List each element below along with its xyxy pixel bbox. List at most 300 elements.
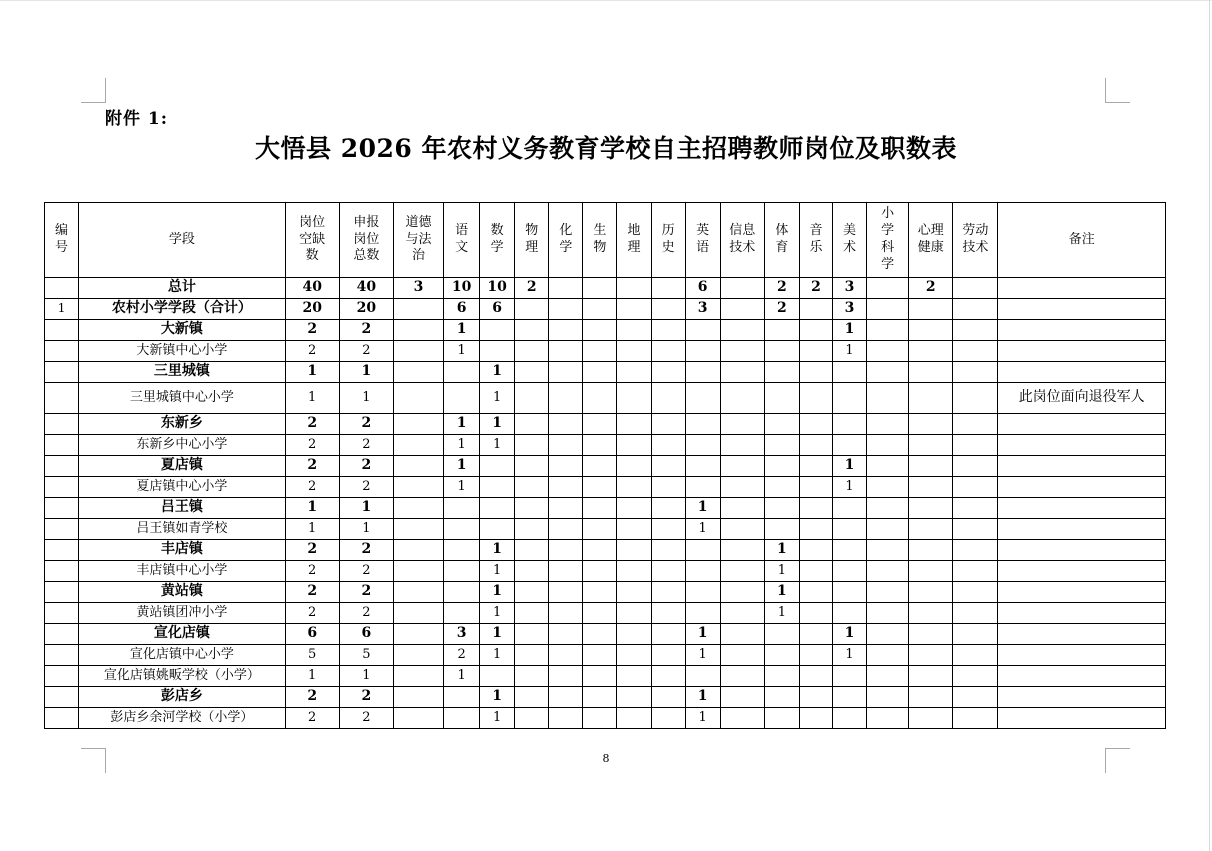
cell-pe: 2 [764, 299, 799, 320]
cell-math: 1 [480, 708, 515, 729]
cell-no [45, 603, 79, 624]
header-math: 数学 [480, 203, 515, 278]
cell-english [685, 582, 720, 603]
cell-labor [953, 561, 998, 582]
cell-biology [583, 362, 617, 383]
cell-science [867, 561, 909, 582]
cell-art: 1 [832, 320, 866, 341]
table-header-row [45, 203, 1166, 278]
cell-remark [998, 645, 1166, 666]
header-moral: 道德与法治 [393, 203, 443, 278]
cell-total: 2 [339, 708, 393, 729]
cell-science [867, 383, 909, 414]
cell-remark [998, 477, 1166, 498]
cell-english [685, 414, 720, 435]
cell-music [799, 435, 832, 456]
cell-chemistry [549, 414, 583, 435]
cell-chemistry [549, 624, 583, 645]
cell-chinese [444, 519, 480, 540]
cell-music [799, 383, 832, 414]
cell-geography [617, 320, 651, 341]
cell-no [45, 540, 79, 561]
cell-physics [515, 414, 549, 435]
cell-moral [393, 341, 443, 362]
cell-it [720, 519, 764, 540]
cell-total: 20 [339, 299, 393, 320]
cell-it [720, 624, 764, 645]
cell-geography [617, 582, 651, 603]
cell-name: 丰店镇中心小学 [79, 561, 286, 582]
cell-geography [617, 362, 651, 383]
cell-labor [953, 435, 998, 456]
cell-psych [909, 687, 953, 708]
cell-labor [953, 498, 998, 519]
cell-total: 2 [339, 561, 393, 582]
cell-science [867, 456, 909, 477]
cell-name: 彭店乡余河学校（小学） [79, 708, 286, 729]
cell-psych [909, 435, 953, 456]
cell-name: 宣化店镇中心小学 [79, 645, 286, 666]
cell-biology [583, 519, 617, 540]
cell-history [651, 435, 685, 456]
cell-music [799, 299, 832, 320]
cell-psych [909, 477, 953, 498]
cell-art: 1 [832, 477, 866, 498]
cell-math: 1 [480, 561, 515, 582]
cell-remark [998, 456, 1166, 477]
cell-geography [617, 456, 651, 477]
cell-psych [909, 624, 953, 645]
table-row [45, 477, 1166, 498]
cell-vacancy: 20 [285, 299, 339, 320]
cell-art [832, 362, 866, 383]
cell-math [480, 320, 515, 341]
cell-biology [583, 708, 617, 729]
cell-math [480, 477, 515, 498]
cell-moral [393, 645, 443, 666]
cell-chinese: 3 [444, 624, 480, 645]
cell-biology [583, 341, 617, 362]
cell-science [867, 414, 909, 435]
cell-music [799, 341, 832, 362]
cell-history [651, 383, 685, 414]
table-row [45, 540, 1166, 561]
cell-pe [764, 624, 799, 645]
page-top-edge [0, 0, 1212, 1]
cell-labor [953, 299, 998, 320]
attachment-label: 附件 1: [105, 109, 169, 129]
cell-geography [617, 519, 651, 540]
cell-labor [953, 540, 998, 561]
cell-english [685, 561, 720, 582]
cell-psych [909, 498, 953, 519]
cell-art [832, 708, 866, 729]
header-chinese: 语文 [444, 203, 480, 278]
table-row [45, 320, 1166, 341]
cell-remark [998, 519, 1166, 540]
cell-moral [393, 624, 443, 645]
cell-art: 1 [832, 645, 866, 666]
cell-physics [515, 456, 549, 477]
cell-music [799, 519, 832, 540]
cell-science [867, 362, 909, 383]
cell-chemistry [549, 477, 583, 498]
cell-biology [583, 435, 617, 456]
cell-total: 1 [339, 519, 393, 540]
cell-labor [953, 278, 998, 299]
cell-moral [393, 362, 443, 383]
table-row [45, 645, 1166, 666]
cell-no [45, 435, 79, 456]
cell-it [720, 561, 764, 582]
cell-labor [953, 456, 998, 477]
cell-math: 1 [480, 540, 515, 561]
cell-remark [998, 624, 1166, 645]
cell-vacancy: 2 [285, 582, 339, 603]
cell-no [45, 582, 79, 603]
cell-english: 1 [685, 645, 720, 666]
cell-english [685, 435, 720, 456]
cell-art [832, 383, 866, 414]
cell-music [799, 362, 832, 383]
cell-science [867, 278, 909, 299]
cell-psych [909, 383, 953, 414]
cell-science [867, 582, 909, 603]
cell-biology [583, 666, 617, 687]
cell-remark: 此岗位面向退役军人 [998, 383, 1166, 414]
cell-labor [953, 341, 998, 362]
cell-biology [583, 561, 617, 582]
cell-art [832, 666, 866, 687]
cell-it [720, 383, 764, 414]
header-music: 音乐 [799, 203, 832, 278]
cell-total: 2 [339, 477, 393, 498]
cell-english [685, 383, 720, 414]
cell-no [45, 645, 79, 666]
cell-physics [515, 299, 549, 320]
page-right-edge [1209, 0, 1210, 851]
cell-history [651, 362, 685, 383]
header-english: 英语 [685, 203, 720, 278]
cell-history [651, 498, 685, 519]
cell-labor [953, 708, 998, 729]
cell-music: 2 [799, 278, 832, 299]
cell-science [867, 519, 909, 540]
cell-science [867, 320, 909, 341]
cell-pe [764, 341, 799, 362]
cell-remark [998, 435, 1166, 456]
cell-pe: 2 [764, 278, 799, 299]
cell-total: 1 [339, 498, 393, 519]
cell-science [867, 708, 909, 729]
cell-physics [515, 561, 549, 582]
cell-physics [515, 477, 549, 498]
cell-no [45, 383, 79, 414]
table-row [45, 708, 1166, 729]
cell-psych [909, 414, 953, 435]
cell-it [720, 666, 764, 687]
cell-geography [617, 645, 651, 666]
cell-psych [909, 540, 953, 561]
cell-geography [617, 540, 651, 561]
cell-name: 大新镇中心小学 [79, 341, 286, 362]
cell-labor [953, 582, 998, 603]
cell-physics [515, 708, 549, 729]
cell-chemistry [549, 278, 583, 299]
header-pe: 体育 [764, 203, 799, 278]
cell-remark [998, 708, 1166, 729]
cell-pe [764, 645, 799, 666]
cell-remark [998, 666, 1166, 687]
cell-english: 1 [685, 498, 720, 519]
positions-table [44, 202, 1166, 729]
cell-biology [583, 456, 617, 477]
header-stage: 学段 [79, 203, 286, 278]
cell-moral [393, 456, 443, 477]
cell-no [45, 477, 79, 498]
cell-vacancy: 2 [285, 708, 339, 729]
cell-geography [617, 624, 651, 645]
cell-geography [617, 299, 651, 320]
cell-music [799, 687, 832, 708]
header-science: 小学科学 [867, 203, 909, 278]
cell-name: 黄站镇 [79, 582, 286, 603]
cell-total: 2 [339, 603, 393, 624]
cell-science [867, 624, 909, 645]
cell-vacancy: 1 [285, 519, 339, 540]
cell-psych [909, 645, 953, 666]
cell-no [45, 456, 79, 477]
cell-moral [393, 477, 443, 498]
header-remark: 备注 [998, 203, 1166, 278]
cell-history [651, 320, 685, 341]
cell-science [867, 299, 909, 320]
cell-vacancy: 2 [285, 320, 339, 341]
cell-psych [909, 708, 953, 729]
header-physics: 物理 [515, 203, 549, 278]
cell-labor [953, 477, 998, 498]
cell-total: 2 [339, 456, 393, 477]
cell-history [651, 341, 685, 362]
cell-remark [998, 278, 1166, 299]
cell-total: 2 [339, 320, 393, 341]
cell-art [832, 519, 866, 540]
cell-vacancy: 6 [285, 624, 339, 645]
cell-vacancy: 5 [285, 645, 339, 666]
cell-moral [393, 561, 443, 582]
cell-no [45, 341, 79, 362]
cell-total: 2 [339, 341, 393, 362]
cell-it [720, 414, 764, 435]
cell-art: 3 [832, 278, 866, 299]
cell-chemistry [549, 687, 583, 708]
cell-history [651, 603, 685, 624]
cell-chinese: 1 [444, 414, 480, 435]
cell-english [685, 456, 720, 477]
cell-no: 1 [45, 299, 79, 320]
cell-science [867, 540, 909, 561]
cell-math: 1 [480, 603, 515, 624]
cell-geography [617, 498, 651, 519]
cell-name: 宣化店镇姚畈学校（小学） [79, 666, 286, 687]
cell-vacancy: 2 [285, 341, 339, 362]
header-history: 历史 [651, 203, 685, 278]
cell-biology [583, 498, 617, 519]
cell-physics [515, 383, 549, 414]
cell-english: 6 [685, 278, 720, 299]
cell-art: 1 [832, 341, 866, 362]
cell-it [720, 582, 764, 603]
cell-pe [764, 414, 799, 435]
cell-labor [953, 624, 998, 645]
cell-remark [998, 561, 1166, 582]
cell-english [685, 362, 720, 383]
cell-science [867, 645, 909, 666]
table-row [45, 603, 1166, 624]
cell-english [685, 540, 720, 561]
table-row [45, 341, 1166, 362]
cell-physics [515, 362, 549, 383]
cell-it [720, 435, 764, 456]
table-row [45, 687, 1166, 708]
cell-chinese [444, 687, 480, 708]
cell-history [651, 540, 685, 561]
cell-chemistry [549, 540, 583, 561]
cell-name: 丰店镇 [79, 540, 286, 561]
cell-math [480, 498, 515, 519]
cell-geography [617, 666, 651, 687]
cell-pe [764, 477, 799, 498]
cell-name: 东新乡中心小学 [79, 435, 286, 456]
cell-total: 40 [339, 278, 393, 299]
cell-english [685, 320, 720, 341]
cell-geography [617, 603, 651, 624]
cell-art [832, 540, 866, 561]
cell-labor [953, 666, 998, 687]
table-row [45, 666, 1166, 687]
cell-vacancy: 1 [285, 362, 339, 383]
table-row [45, 362, 1166, 383]
cell-it [720, 708, 764, 729]
cell-chinese [444, 383, 480, 414]
cell-total: 2 [339, 414, 393, 435]
cell-psych [909, 519, 953, 540]
cell-science [867, 687, 909, 708]
cell-geography [617, 341, 651, 362]
cell-it [720, 498, 764, 519]
cell-music [799, 624, 832, 645]
cell-moral [393, 519, 443, 540]
cell-moral [393, 540, 443, 561]
cell-no [45, 561, 79, 582]
cell-history [651, 519, 685, 540]
cell-art [832, 498, 866, 519]
cell-moral [393, 582, 443, 603]
table-row [45, 519, 1166, 540]
cell-chinese [444, 362, 480, 383]
cell-chemistry [549, 383, 583, 414]
cell-english [685, 603, 720, 624]
header-psych: 心理健康 [909, 203, 953, 278]
cell-vacancy: 2 [285, 477, 339, 498]
cell-no [45, 519, 79, 540]
cell-music [799, 708, 832, 729]
cell-remark [998, 299, 1166, 320]
cell-name: 夏店镇中心小学 [79, 477, 286, 498]
cell-art [832, 561, 866, 582]
cell-music [799, 645, 832, 666]
table-row [45, 435, 1166, 456]
cell-psych [909, 362, 953, 383]
cell-no [45, 687, 79, 708]
cell-moral [393, 708, 443, 729]
cell-chemistry [549, 708, 583, 729]
cell-math: 10 [480, 278, 515, 299]
cell-moral [393, 383, 443, 414]
cell-no [45, 320, 79, 341]
table-row [45, 383, 1166, 414]
cell-pe [764, 383, 799, 414]
cell-name: 总计 [79, 278, 286, 299]
cell-geography [617, 561, 651, 582]
cell-it [720, 278, 764, 299]
cell-psych [909, 582, 953, 603]
cell-music [799, 666, 832, 687]
cell-vacancy: 1 [285, 383, 339, 414]
cell-it [720, 603, 764, 624]
cell-name: 夏店镇 [79, 456, 286, 477]
cell-music [799, 582, 832, 603]
cell-history [651, 708, 685, 729]
cell-math: 1 [480, 582, 515, 603]
cell-it [720, 477, 764, 498]
header-it: 信息技术 [720, 203, 764, 278]
header-vacancy: 岗位空缺数 [285, 203, 339, 278]
cell-physics [515, 519, 549, 540]
header-chemistry: 化学 [549, 203, 583, 278]
cell-biology [583, 645, 617, 666]
cell-history [651, 477, 685, 498]
cell-history [651, 561, 685, 582]
cell-chinese [444, 561, 480, 582]
cell-moral [393, 320, 443, 341]
corner-mark-top-right [1105, 78, 1130, 103]
cell-geography [617, 477, 651, 498]
cell-chemistry [549, 456, 583, 477]
table-row [45, 278, 1166, 299]
cell-math: 1 [480, 362, 515, 383]
cell-history [651, 666, 685, 687]
cell-chinese [444, 603, 480, 624]
cell-labor [953, 320, 998, 341]
cell-total: 2 [339, 435, 393, 456]
cell-pe [764, 435, 799, 456]
cell-chinese: 10 [444, 278, 480, 299]
cell-geography [617, 687, 651, 708]
cell-total: 5 [339, 645, 393, 666]
cell-labor [953, 414, 998, 435]
cell-chinese [444, 582, 480, 603]
cell-geography [617, 278, 651, 299]
cell-science [867, 435, 909, 456]
cell-pe [764, 519, 799, 540]
cell-history [651, 414, 685, 435]
cell-chinese: 1 [444, 341, 480, 362]
cell-moral [393, 299, 443, 320]
cell-chemistry [549, 645, 583, 666]
cell-science [867, 498, 909, 519]
cell-vacancy: 40 [285, 278, 339, 299]
